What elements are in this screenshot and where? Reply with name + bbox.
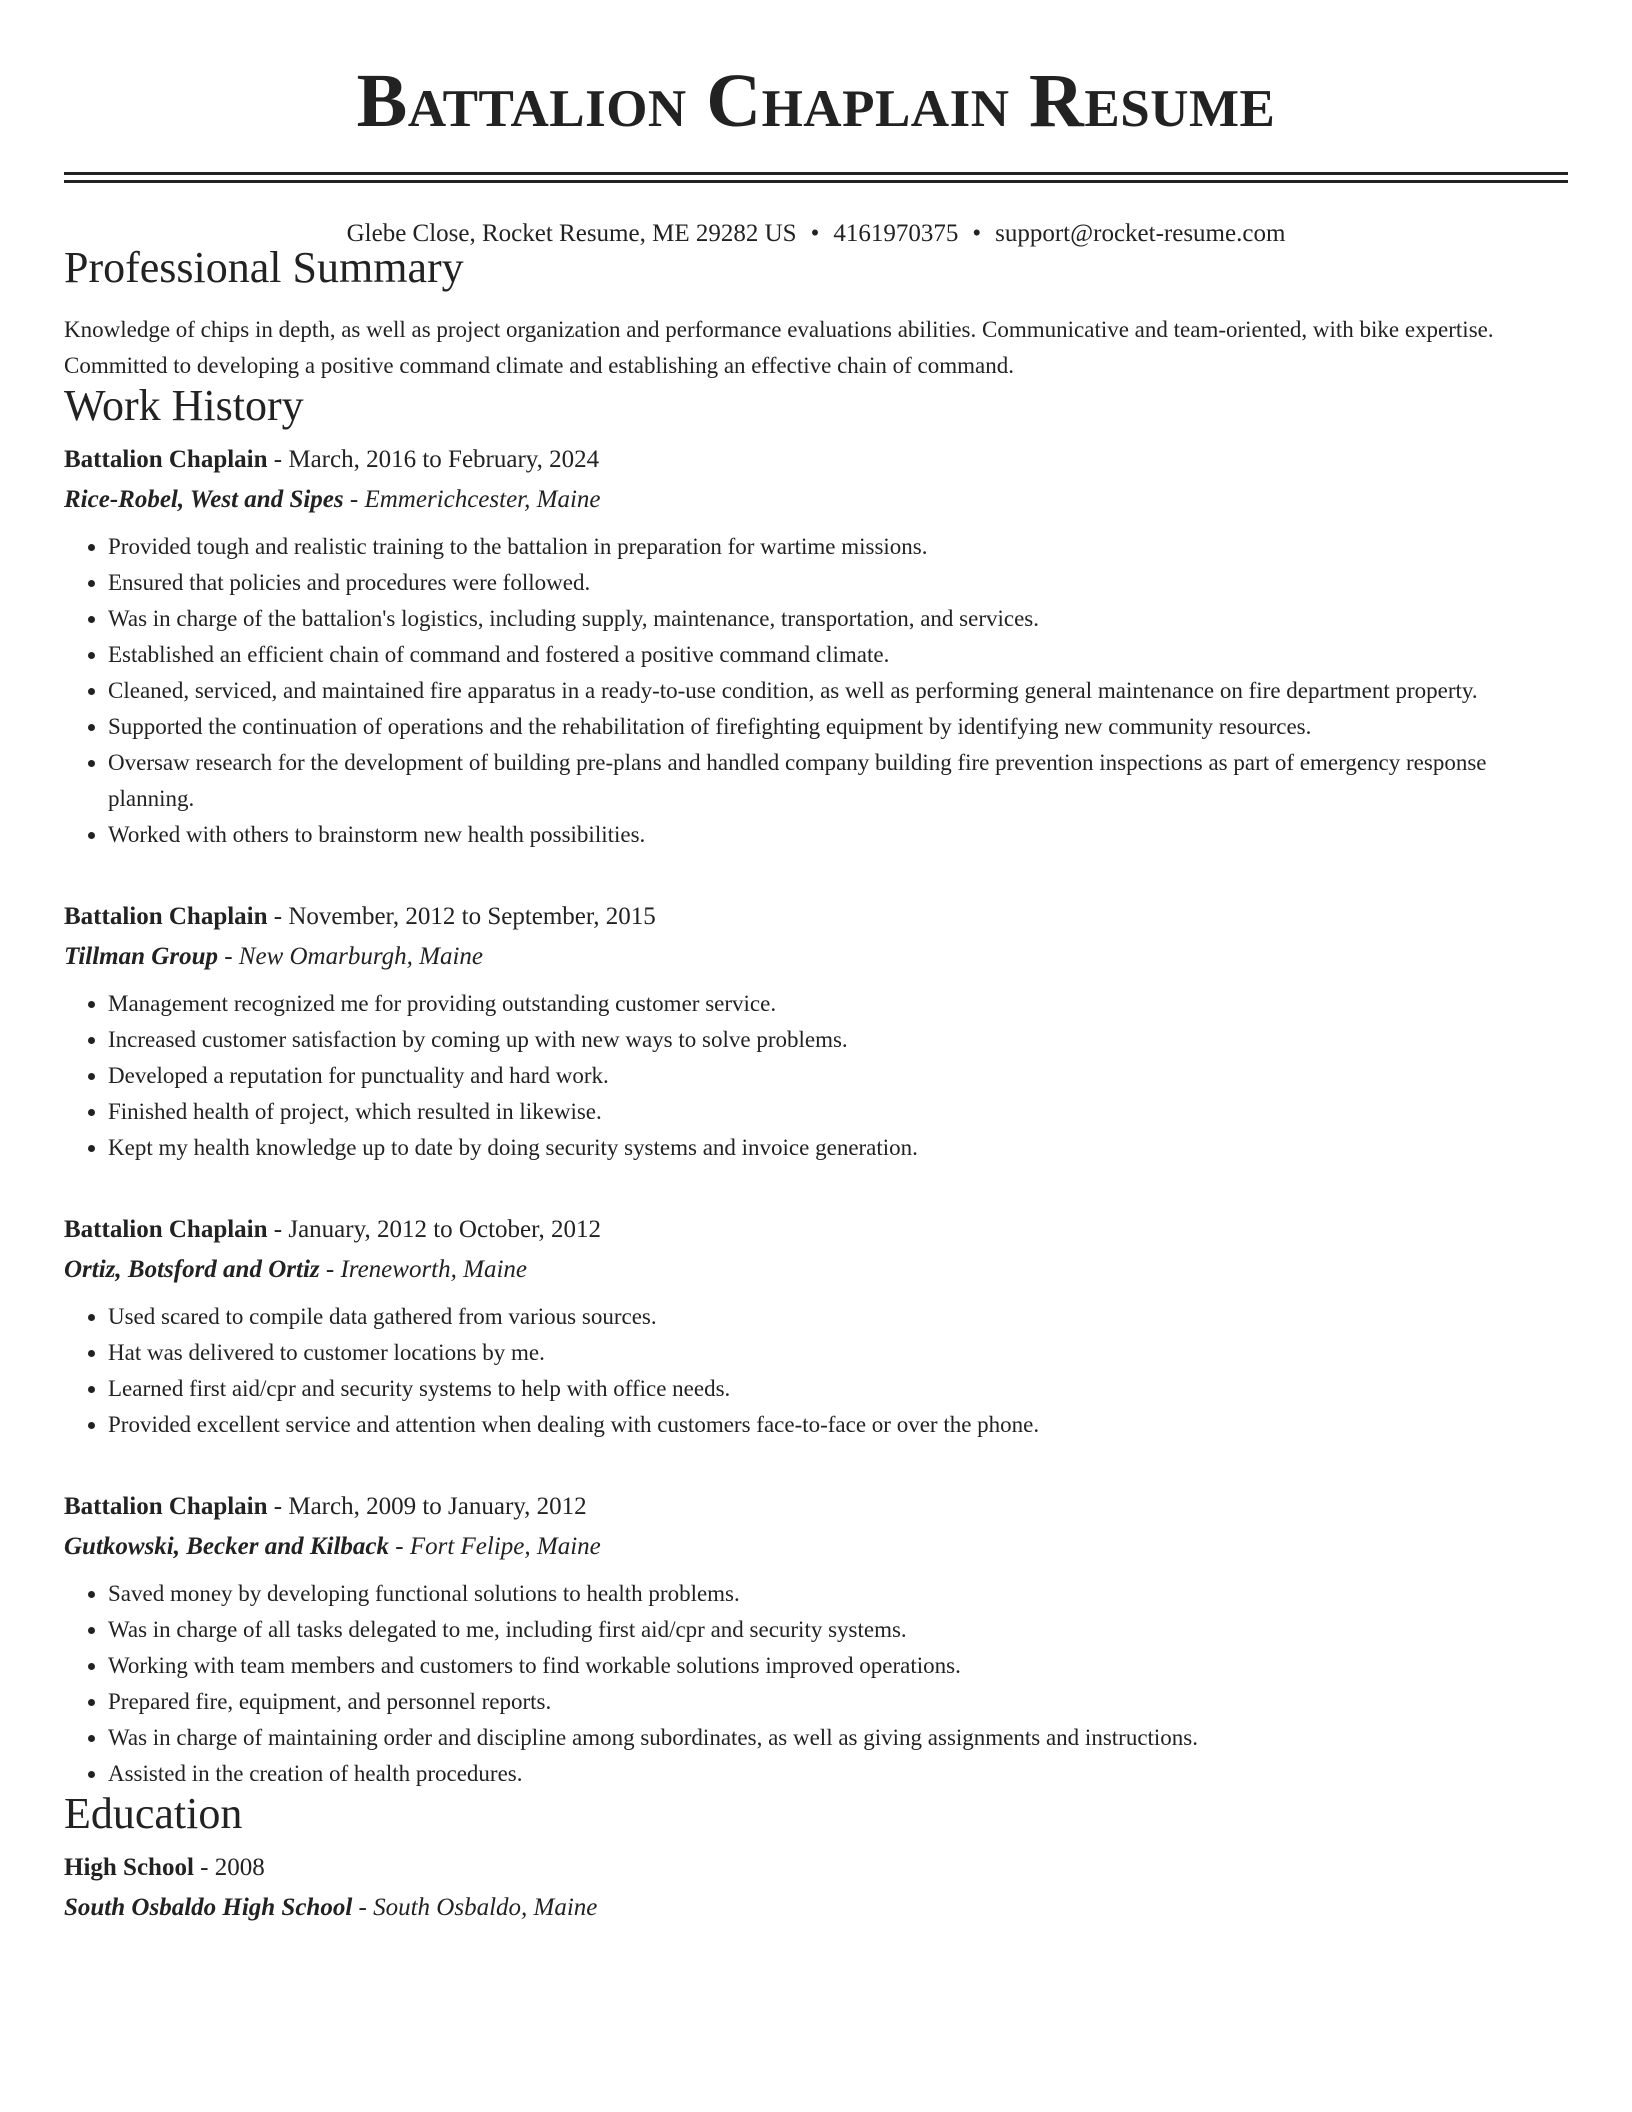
contact-email: support@rocket-resume.com: [995, 220, 1286, 247]
job-dates: - March, 2016 to February, 2024: [267, 446, 600, 473]
job-company: Tillman Group: [64, 943, 218, 970]
job-duty-item: • Developed a reputation for punctuality and hard work.: [108, 1058, 1568, 1094]
job-title: Battalion Chaplain: [64, 1216, 268, 1243]
job-entry: [64, 897, 1568, 1166]
job-title-line: [64, 1210, 1568, 1250]
job-duty-item: • Ensured that policies and procedures were followed.: [108, 565, 1568, 601]
work-history-list: [64, 440, 1568, 1792]
work-history-heading: Work History: [64, 381, 304, 430]
job-company-line: [64, 480, 1568, 520]
job-duty-item: • Prepared fire, equipment, and personnel reports.: [108, 1684, 1568, 1720]
job-company-line: [64, 937, 1568, 977]
job-location: - Fort Felipe, Maine: [389, 1533, 601, 1560]
job-dates: - March, 2009 to January, 2012: [267, 1493, 587, 1520]
job-duty-item: • Learned first aid/cpr and security systems to help with office needs.: [108, 1371, 1568, 1407]
job-duty-item: • Supported the continuation of operations and the rehabilitation of firefighting equipment by identifying new community resources.: [108, 709, 1568, 745]
education-degree-line: [64, 1848, 1568, 1888]
job-title: Battalion Chaplain: [64, 446, 268, 473]
job-entry: [64, 440, 1568, 853]
job-duty-item: • Finished health of project, which resulted in likewise.: [108, 1094, 1568, 1130]
job-dates: - November, 2012 to September, 2015: [267, 903, 656, 930]
education-year: - 2008: [193, 1854, 265, 1881]
job-duty-item: • Working with team members and customers to find workable solutions improved operations.: [108, 1648, 1568, 1684]
job-location: - Emmerichcester, Maine: [343, 486, 601, 513]
job-duty-item: • Saved money by developing functional solutions to health problems.: [108, 1576, 1568, 1612]
job-duty-item: • Worked with others to brainstorm new health possibilities.: [108, 817, 1568, 853]
job-company-line: [64, 1250, 1568, 1290]
education-school: South Osbaldo High School: [64, 1894, 353, 1921]
job-location: - Ireneworth, Maine: [319, 1256, 527, 1283]
job-duties-list: [64, 986, 1568, 1166]
job-company-line: [64, 1527, 1568, 1567]
job-duty-item: • Management recognized me for providing outstanding customer service.: [108, 986, 1568, 1022]
education-heading: Education: [64, 1789, 243, 1838]
job-duty-item: • Oversaw research for the development of building pre-plans and handled company building fire prevention inspections as part of emergency response planning.: [108, 745, 1568, 817]
contact-separator: •: [810, 220, 820, 247]
resume-title: Battalion Chaplain Resume: [356, 59, 1276, 143]
summary-heading: Professional Summary: [64, 243, 464, 292]
job-entry: [64, 1487, 1568, 1792]
contact-separator: •: [972, 220, 982, 247]
education-entry: [64, 1848, 1568, 1928]
job-duty-item: • Hat was delivered to customer locations by me.: [108, 1335, 1568, 1371]
job-dates: - January, 2012 to October, 2012: [267, 1216, 601, 1243]
job-duty-item: • Was in charge of all tasks delegated to me, including first aid/cpr and security systems.: [108, 1612, 1568, 1648]
job-duties-list: [64, 1576, 1568, 1792]
job-title-line: [64, 897, 1568, 937]
education-school-line: [64, 1888, 1568, 1928]
job-title: Battalion Chaplain: [64, 1493, 268, 1520]
job-duty-item: • Used scared to compile data gathered from various sources.: [108, 1299, 1568, 1335]
job-duties-list: [64, 1299, 1568, 1443]
title-divider: [64, 172, 1568, 183]
job-title: Battalion Chaplain: [64, 903, 268, 930]
job-duty-item: • Provided excellent service and attention when dealing with customers face-to-face or over the phone.: [108, 1407, 1568, 1443]
job-duty-item: • Kept my health knowledge up to date by doing security systems and invoice generation.: [108, 1130, 1568, 1166]
job-entry: [64, 1210, 1568, 1443]
contact-address: Glebe Close, Rocket Resume, ME 29282 US: [346, 220, 797, 247]
education-location: - South Osbaldo, Maine: [352, 1894, 598, 1921]
job-duty-item: • Established an efficient chain of command and fostered a positive command climate.: [108, 637, 1568, 673]
summary-text: Knowledge of chips in depth, as well as project organization and performance evaluations abilities. Communicative and team-oriented, with bike expertise. Committed to developing a positive command climate and establishing an effective chain of command.: [64, 317, 1494, 378]
job-duty-item: • Was in charge of maintaining order and discipline among subordinates, as well as giving assignments and instructions.: [108, 1720, 1568, 1756]
job-duty-item: • Cleaned, serviced, and maintained fire apparatus in a ready-to-use condition, as well as performing general maintenance on fire department property.: [108, 673, 1568, 709]
job-company: Rice-Robel, West and Sipes: [64, 486, 344, 513]
job-company: Ortiz, Botsford and Ortiz: [64, 1256, 320, 1283]
job-duty-item: • Increased customer satisfaction by coming up with new ways to solve problems.: [108, 1022, 1568, 1058]
job-duty-item: • Assisted in the creation of health procedures.: [108, 1756, 1568, 1792]
job-location: - New Omarburgh, Maine: [217, 943, 483, 970]
education-degree: High School: [64, 1854, 194, 1881]
job-duty-item: • Provided tough and realistic training to the battalion in preparation for wartime missions.: [108, 529, 1568, 565]
job-title-line: [64, 1487, 1568, 1527]
job-duties-list: [64, 529, 1568, 853]
job-duty-item: • Was in charge of the battalion's logistics, including supply, maintenance, transportation, and services.: [108, 601, 1568, 637]
job-title-line: [64, 440, 1568, 480]
job-company: Gutkowski, Becker and Kilback: [64, 1533, 390, 1560]
contact-phone: 4161970375: [833, 220, 959, 247]
